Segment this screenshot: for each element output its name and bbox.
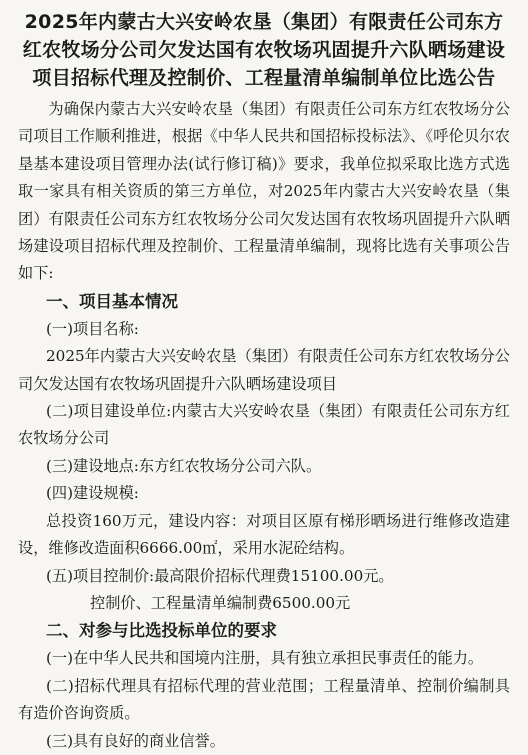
construction-scale-label: (四)建设规模: xyxy=(46,484,139,503)
requirement-2: (二)招标代理具有招标代理的营业范围；工程量清单、控制价编制具有造价咨询资质。 xyxy=(18,676,510,723)
intro-paragraph: 为确保内蒙古大兴安岭农垦（集团）有限责任公司东方红农牧场分公司项目工作顺利推进，根据《中华人民共和国招标投标法》、《呼伦贝尔农垦基本建设项目管理办法(试行修订稿)》要求，我单位拟采取比选方式选取一家具有相关资质的第三方单位，对2025年内蒙古大兴安岭农垦（集团）有限责任公司东方红农牧场分公司欠发达国有农牧场巩固提升六队晒场建设项目招标代理及控制价、工程量清单编制，现将比选有关事项公告如下: xyxy=(18,100,510,283)
construction-unit: (二)项目建设单位:内蒙古大兴安岭农垦（集团）有限责任公司东方红农牧场分公司 xyxy=(18,402,510,448)
project-name-value: 2025年内蒙古大兴安岭农垦（集团）有限责任公司东方红农牧场分公司欠发达国有农牧场巩固提升六队晒场建设项目 xyxy=(18,347,510,393)
construction-scale-value: 总投资160万元，建设内容：对项目区原有梯形晒场进行维修改造建设，维修改造面积6666.00㎡，采用水泥砼结构。 xyxy=(18,511,510,558)
section-heading-requirements: 二、对参与比选投标单位的要求 xyxy=(46,621,277,641)
project-name-label: (一)项目名称: xyxy=(46,319,139,338)
requirement-1: (一)在中华人民共和国境内注册，具有独立承担民事责任的能力。 xyxy=(46,649,484,668)
section-heading-basic-info: 一、项目基本情况 xyxy=(46,291,178,311)
control-price-continued: 控制价、工程量清单编制费6500.00元 xyxy=(90,593,351,612)
document-title: 2025年内蒙古大兴安岭农垦（集团）有限责任公司东方红农牧场分公司欠发达国有农牧场巩固提升六队晒场建设项目招标代理及控制价、工程量清单编制单位比选公告 xyxy=(22,11,506,89)
construction-location: (三)建设地点:东方红农牧场分公司六队。 xyxy=(46,456,322,475)
control-price: (五)项目控制价:最高限价招标代理费15100.00元。 xyxy=(46,566,394,585)
requirement-3: (三)具有良好的商业信誉。 xyxy=(46,731,225,750)
